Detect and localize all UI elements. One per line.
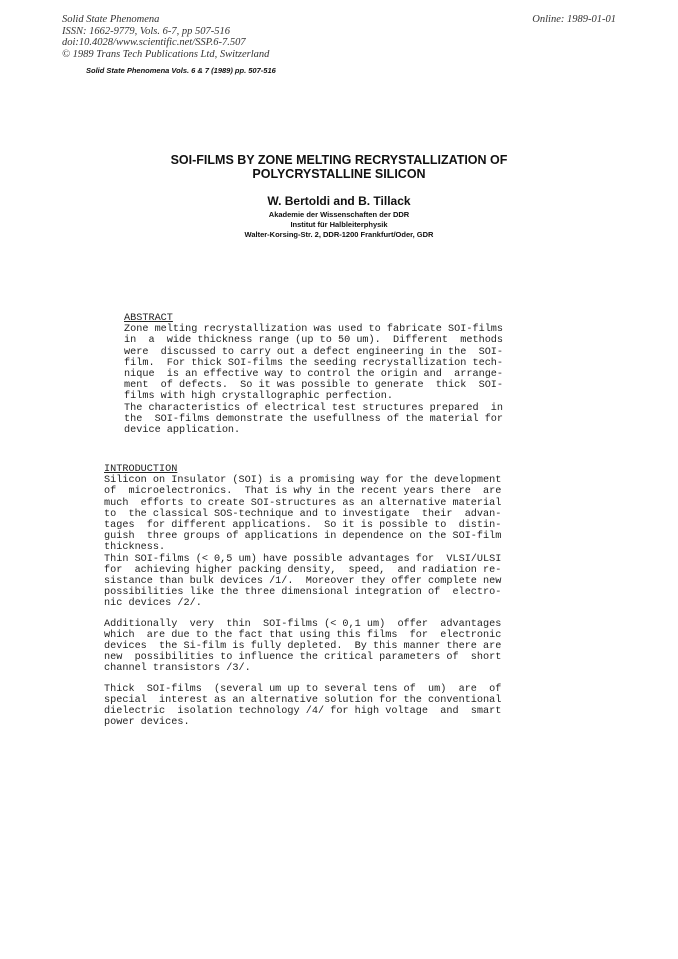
- intro-line: power devices.: [104, 717, 190, 729]
- abstract-line: film. For thick SOI-films the seeding recrystallization tech-: [124, 357, 504, 369]
- intro-line: thickness.: [104, 542, 166, 554]
- intro-line: Additionally very thin SOI-films (< 0,1 um) offer advantages: [104, 618, 502, 630]
- intro-line: guish three groups of applications in dependence on the SOI-film: [104, 531, 502, 543]
- intro-line: channel transistors /3/.: [104, 663, 251, 675]
- abstract-line: in a wide thickness range (up to 50 um). Different methods: [124, 335, 504, 347]
- abstract-line: ment of defects. So it was possible to generate thick SOI-: [124, 380, 504, 392]
- doi-line: doi:10.4028/www.scientific.net/SSP.6-7.507: [62, 37, 246, 48]
- intro-line: dielectric isolation technology /4/ for high voltage and smart: [104, 706, 502, 718]
- abstract-line: device application.: [124, 425, 241, 437]
- online-date: Online: 1989-01-01: [532, 14, 616, 25]
- abstract-line: Zone melting recrystallization was used to fabricate SOI-films: [124, 324, 504, 336]
- abstract-line: were discussed to carry out a defect engineering in the SOI-: [124, 346, 504, 358]
- intro-line: Thick SOI-films (several um up to several tens of um) are of: [104, 683, 502, 695]
- publication-info: [62, 14, 269, 60]
- paper-title-line-1: SOI-FILMS BY ZONE MELTING RECRYSTALLIZATION OF: [170, 153, 508, 167]
- issn-line: ISSN: 1662-9779, Vols. 6-7, pp 507-516: [62, 25, 230, 37]
- intro-line: possibilities like the three dimensional integration of electro-: [104, 587, 502, 599]
- paper-title-line-2: POLYCRYSTALLINE SILICON: [252, 166, 426, 181]
- intro-line: nic devices /2/.: [104, 598, 202, 610]
- intro-line: new possibilities to influence the critical parameters of short: [104, 652, 502, 664]
- abstract-line: nique is an effective way to control the origin and arrange-: [124, 369, 504, 381]
- intro-line: Thin SOI-films (< 0,5 um) have possible advantages for VLSI/ULSI: [104, 553, 502, 565]
- abstract-section: [124, 313, 503, 436]
- intro-line: tages for different applications. So it is possible to distin-: [104, 520, 502, 532]
- copyright-line: © 1989 Trans Tech Publications Ltd, Switzerland: [62, 48, 270, 60]
- paragraph-gap: [104, 610, 501, 619]
- affiliation-line-3: Walter-Korsing-Str. 2, DDR-1200 Frankfurt/Oder, GDR: [244, 230, 434, 239]
- affiliation-line-2: Institut für Halbleiterphysik: [290, 220, 388, 229]
- introduction-section: [104, 464, 501, 728]
- intro-line: sistance than bulk devices /1/. Moreover they offer complete new: [104, 576, 502, 588]
- title-block: [0, 154, 678, 240]
- intro-line: to the classical SOS-technique and to investigate their advan-: [104, 508, 502, 520]
- abstract-line: films with high crystallographic perfection.: [124, 391, 393, 403]
- authors: W. Bertoldi and B. Tillack: [267, 194, 411, 208]
- intro-line: much efforts to create SOI-structures as an alternative material: [104, 497, 502, 509]
- affiliation-line-1: Akademie der Wissenschaften der DDR: [268, 210, 410, 219]
- intro-line: special interest as an alternative solution for the conventional: [104, 694, 502, 706]
- intro-line: for achieving higher packing density, speed, and radiation re-: [104, 564, 502, 576]
- intro-line: which are due to the fact that using this films for electronic: [104, 629, 502, 641]
- abstract-line: The characteristics of electrical test structures prepared in: [124, 402, 504, 414]
- journal-name: Solid State Phenomena: [62, 14, 160, 25]
- intro-line: Silicon on Insulator (SOI) is a promising way for the development: [104, 475, 502, 487]
- journal-reference: Solid State Phenomena Vols. 6 & 7 (1989) pp. 507-516: [86, 66, 276, 75]
- introduction-heading: INTRODUCTION: [104, 464, 178, 475]
- paragraph-gap: [104, 675, 501, 684]
- intro-line: devices the Si-film is fully depleted. By this manner there are: [104, 641, 502, 653]
- abstract-line: the SOI-films demonstrate the usefullness of the material for: [124, 413, 504, 425]
- intro-line: of microelectronics. That is why in the recent years there are: [104, 486, 502, 498]
- abstract-heading: ABSTRACT: [124, 313, 173, 324]
